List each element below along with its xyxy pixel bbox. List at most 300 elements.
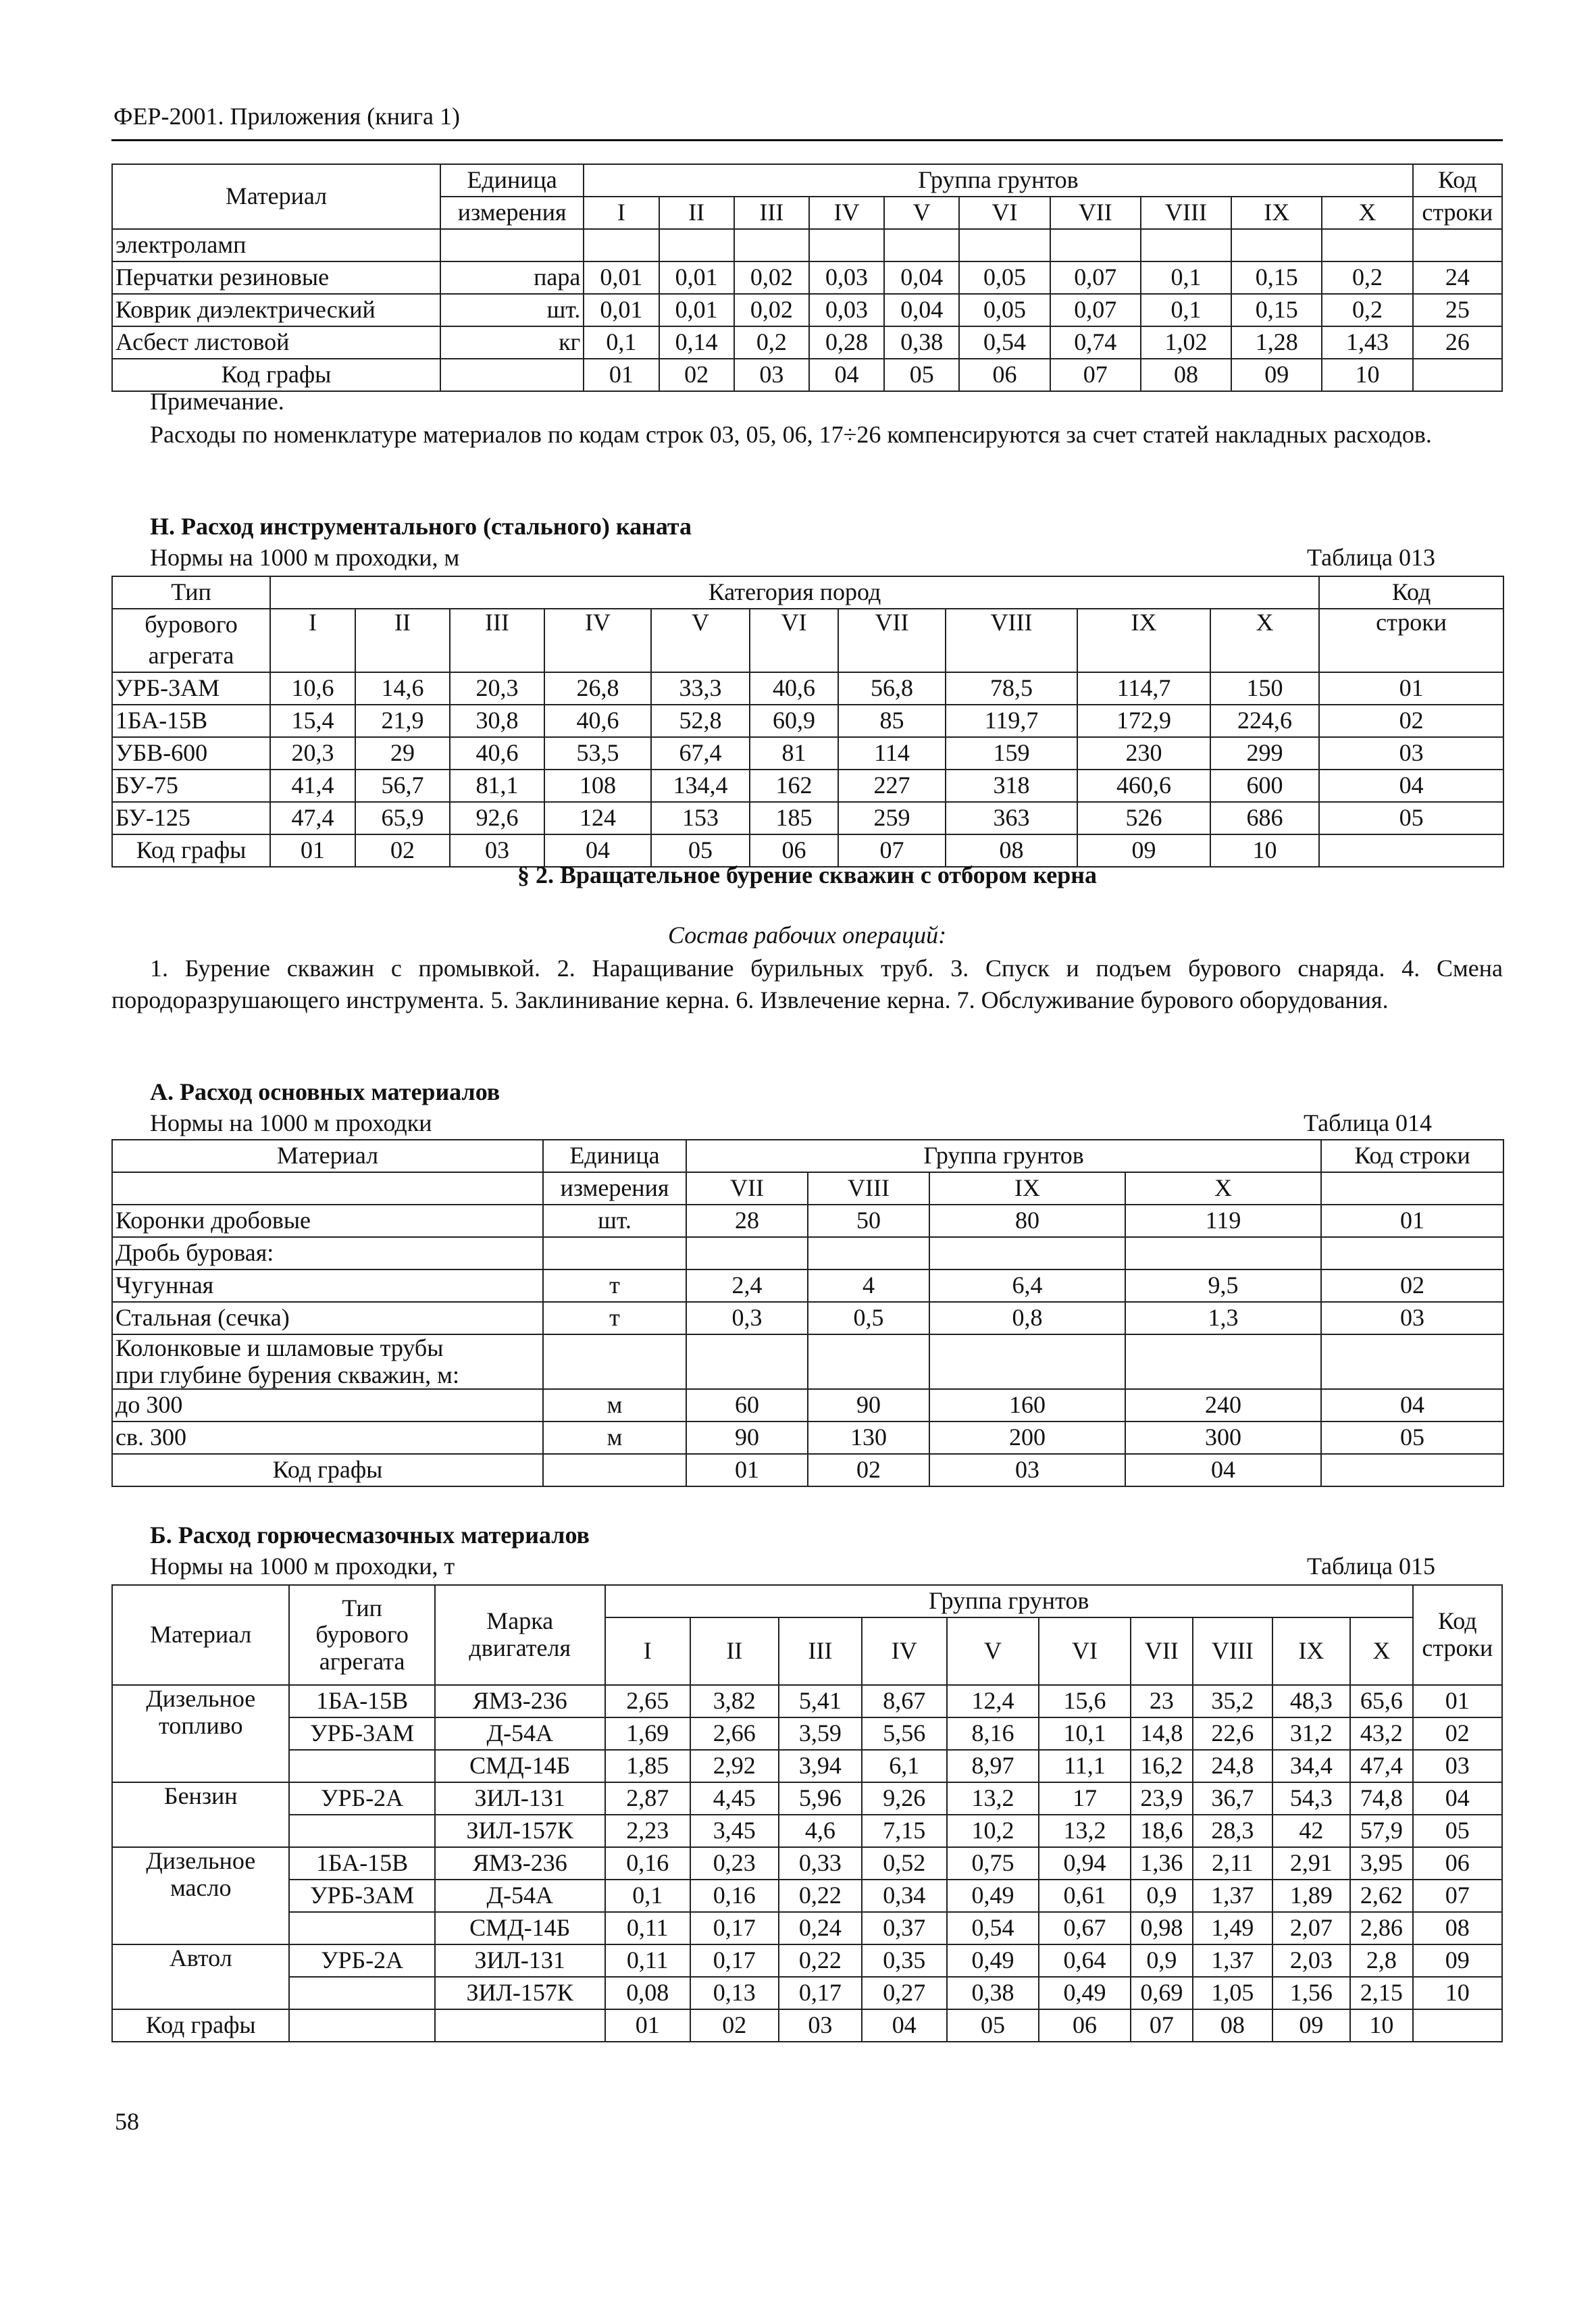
table-cell: Стальная (сечка)	[112, 1302, 543, 1334]
table-cell: Код графы	[112, 834, 270, 867]
col-header-unit-2: измерения	[440, 197, 584, 229]
cell-text-line: двигателя	[469, 1634, 571, 1661]
table-cell: 06	[1039, 2009, 1130, 2042]
table-cell: Код графы	[112, 359, 440, 391]
table-cell: 10,2	[947, 1815, 1039, 1847]
table-cell: 0,98	[1131, 1912, 1193, 1944]
table-cell: ЗИЛ-131	[435, 1944, 605, 1977]
table-cell: 50	[808, 1205, 929, 1237]
col-header-group: VIII	[808, 1172, 929, 1205]
col-header-code-1: Код	[1413, 164, 1502, 197]
table-cell: 0,5	[808, 1302, 929, 1334]
cell-text-line: Дизельное	[146, 1847, 256, 1874]
table-cell: 0,2	[1322, 261, 1412, 294]
rope-consumption-table	[111, 576, 1504, 867]
table-cell	[1125, 1237, 1321, 1269]
table-cell: 02	[808, 1454, 929, 1486]
col-header-type-2: бурового	[112, 609, 270, 640]
table-cell: 01	[1319, 672, 1503, 705]
col-header-group: III	[779, 1617, 862, 1685]
table-cell: 363	[946, 802, 1077, 834]
table-cell: 90	[808, 1389, 929, 1422]
table-cell: 0,22	[779, 1880, 862, 1912]
table-cell: 0,35	[862, 1944, 947, 1977]
table-cell: 300	[1125, 1422, 1321, 1454]
table-cell	[929, 1237, 1125, 1269]
table-cell: 2,8	[1350, 1944, 1412, 1977]
table-cell: 153	[651, 802, 750, 834]
table-cell	[584, 229, 659, 261]
table-cell: 9,26	[862, 1782, 947, 1815]
table-cell: 227	[838, 770, 946, 802]
table-cell: 2,23	[605, 1815, 690, 1847]
table-cell: 0,13	[690, 1977, 779, 2009]
table-cell: 10	[1413, 1977, 1502, 2009]
section-a-title: А. Расход основных материалов	[150, 1078, 500, 1105]
table-cell: Коронки дробовые	[112, 1205, 543, 1237]
table-cell: 41,4	[270, 770, 355, 802]
table-cell: 20,3	[450, 672, 544, 705]
table-cell: 4,6	[779, 1815, 862, 1847]
table-cell: 43,2	[1350, 1717, 1412, 1750]
table-cell: 09	[1231, 359, 1322, 391]
table-cell: 114	[838, 737, 946, 770]
table-cell: 2,07	[1272, 1912, 1350, 1944]
table-cell: 526	[1077, 802, 1210, 834]
table-cell: 04	[1413, 1782, 1502, 1815]
table-cell: 20,3	[270, 737, 355, 770]
table-cell: 10	[1210, 834, 1319, 867]
table-cell: 6,4	[929, 1269, 1125, 1302]
cell-text-line: бурового	[315, 1621, 409, 1649]
table-cell: т	[543, 1302, 686, 1334]
table-cell: 2,86	[1350, 1912, 1412, 1944]
table-cell: 03	[1319, 737, 1503, 770]
table-cell: 52,8	[651, 705, 750, 737]
table-cell	[959, 229, 1050, 261]
table-cell	[734, 229, 809, 261]
table-cell: 1,56	[1272, 1977, 1350, 2009]
table-cell: 1,89	[1272, 1880, 1350, 1912]
table-cell: 8,67	[862, 1685, 947, 1717]
table-cell: 2,03	[1272, 1944, 1350, 1977]
table-cell: 01	[270, 834, 355, 867]
table-cell: 07	[1050, 359, 1141, 391]
header-rule	[111, 139, 1503, 141]
table-cell: 74,8	[1350, 1782, 1412, 1815]
table-cell: 0,1	[1141, 294, 1231, 326]
table-cell: 56,7	[355, 770, 450, 802]
table-cell: УРБ-3АМ	[289, 1880, 434, 1912]
table-cell: 0,54	[947, 1912, 1039, 1944]
table-row	[112, 1237, 1503, 1269]
table-cell: 09	[1413, 1944, 1502, 1977]
table-cell: 11,1	[1039, 1750, 1130, 1782]
table-cell: 03	[734, 359, 809, 391]
col-header-type-3: агрегата	[112, 640, 270, 672]
table-cell: 0,3	[686, 1302, 808, 1334]
table-row	[112, 1422, 1503, 1454]
table-cell: 85	[838, 705, 946, 737]
table-cell: 0,04	[884, 294, 959, 326]
table-cell: 01	[584, 359, 659, 391]
table-row	[112, 294, 1502, 326]
table-cell: 2,65	[605, 1685, 690, 1717]
table-cell: 1,37	[1193, 1880, 1272, 1912]
table-cell	[686, 1334, 808, 1389]
table-cell: 65,9	[355, 802, 450, 834]
table-cell: 0,1	[605, 1880, 690, 1912]
table-cell: 0,61	[1039, 1880, 1130, 1912]
table-cell: 16,2	[1131, 1750, 1193, 1782]
table-cell: 224,6	[1210, 705, 1319, 737]
table-cell: Чугунная	[112, 1269, 543, 1302]
table-cell: 30,8	[450, 705, 544, 737]
table-cell: 0,38	[884, 326, 959, 359]
table-cell	[1413, 2009, 1502, 2042]
table-cell: 05	[1321, 1422, 1503, 1454]
table-cell	[289, 1815, 434, 1847]
table-cell	[112, 1334, 543, 1389]
table-cell: БУ-75	[112, 770, 270, 802]
table-cell: 05	[947, 2009, 1039, 2042]
table-cell	[808, 1334, 929, 1389]
table-row	[112, 1912, 1502, 1944]
table-cell: 01	[1413, 1685, 1502, 1717]
table-cell	[1231, 229, 1322, 261]
table-cell: 240	[1125, 1389, 1321, 1422]
table-cell: 0,16	[605, 1847, 690, 1880]
table-cell: 15,6	[1039, 1685, 1130, 1717]
table-cell: св. 300	[112, 1422, 543, 1454]
col-header-type	[289, 1585, 434, 1685]
table-cell: УРБ-3АМ	[289, 1717, 434, 1750]
table-cell: 05	[1319, 802, 1503, 834]
table-row	[112, 261, 1502, 294]
cell-text-line: Код	[1438, 1607, 1477, 1635]
table-footer-row	[112, 2009, 1502, 2042]
cell-text-line: строки	[1422, 1634, 1493, 1661]
table-cell	[435, 2009, 605, 2042]
table-cell: 0,49	[947, 1880, 1039, 1912]
table-cell: 17	[1039, 1782, 1130, 1815]
table-cell: 1,05	[1193, 1977, 1272, 2009]
section-h-norm: Нормы на 1000 м проходки, м	[150, 544, 460, 571]
section-h-title: Н. Расход инструментального (стального) каната	[150, 513, 692, 540]
table-cell: 0,64	[1039, 1944, 1130, 1977]
material-cell	[112, 1847, 289, 1944]
table-cell: 5,56	[862, 1717, 947, 1750]
table-cell: 2,91	[1272, 1847, 1350, 1880]
table-cell: 53,5	[544, 737, 651, 770]
section-b-title: Б. Расход горючесмазочных материалов	[150, 1521, 590, 1549]
col-header-group: V	[884, 197, 959, 229]
table-cell: 0,08	[605, 1977, 690, 2009]
col-header-code-1: Код	[1319, 576, 1503, 609]
table-cell: 119	[1125, 1205, 1321, 1237]
table-cell: 81,1	[450, 770, 544, 802]
page-number: 58	[115, 2108, 139, 2135]
table-cell	[1322, 229, 1412, 261]
table-cell: 0,15	[1231, 294, 1322, 326]
table-cell: 08	[1193, 2009, 1272, 2042]
section-2-title: § 2. Вращательное бурение скважин с отбором керна	[517, 861, 1098, 888]
table-cell: 02	[659, 359, 734, 391]
table-cell: Перчатки резиновые	[112, 261, 440, 294]
table-cell: 09	[1077, 834, 1210, 867]
table-row	[112, 1717, 1502, 1750]
table-cell: 7,15	[862, 1815, 947, 1847]
table-cell: 0,17	[779, 1977, 862, 2009]
table-cell: 47,4	[1350, 1750, 1412, 1782]
col-header-category: IV	[544, 609, 651, 672]
col-header-group: I	[605, 1617, 690, 1685]
row-continuation-label: электроламп	[112, 229, 440, 261]
table-cell: 1,3	[1125, 1302, 1321, 1334]
table-cell: 0,34	[862, 1880, 947, 1912]
table-cell: 686	[1210, 802, 1319, 834]
table-cell: 08	[946, 834, 1077, 867]
table-cell	[929, 1334, 1125, 1389]
table-cell: т	[543, 1269, 686, 1302]
table-cell: УБВ-600	[112, 737, 270, 770]
table-cell: 28,3	[1193, 1815, 1272, 1847]
table-cell: 60	[686, 1389, 808, 1422]
note-text: Расходы по номенклатуре материалов по кодам строк 03, 05, 06, 17÷26 компенсируются за счет статей накладных расходов.	[150, 421, 1432, 448]
table-cell	[543, 1237, 686, 1269]
table-cell: 06	[959, 359, 1050, 391]
table-cell: 114,7	[1077, 672, 1210, 705]
table-cell: 05	[1413, 1815, 1502, 1847]
table-cell: 2,66	[690, 1717, 779, 1750]
table-cell: 25	[1413, 294, 1502, 326]
table-cell: 0,04	[884, 261, 959, 294]
table-footer-row	[112, 359, 1502, 391]
table-cell: 134,4	[651, 770, 750, 802]
section-a-norm: Нормы на 1000 м проходки	[150, 1109, 432, 1136]
col-header-category: X	[1210, 609, 1319, 672]
table-cell: 02	[355, 834, 450, 867]
col-header-group: VII	[686, 1172, 808, 1205]
table-cell	[686, 1237, 808, 1269]
table-cell: 90	[686, 1422, 808, 1454]
table-cell	[543, 1454, 686, 1486]
col-header-group: IX	[1231, 197, 1322, 229]
col-header-rock-category: Категория пород	[270, 576, 1319, 609]
col-header-soil-group: Группа грунтов	[584, 164, 1412, 197]
table-cell: 119,7	[946, 705, 1077, 737]
table-cell: 200	[929, 1422, 1125, 1454]
col-header-group: VIII	[1141, 197, 1231, 229]
table-cell: 1БА-15В	[112, 705, 270, 737]
table-cell: 23	[1131, 1685, 1193, 1717]
table-cell: 02	[1413, 1717, 1502, 1750]
table-cell: 02	[690, 2009, 779, 2042]
table-cell: 124	[544, 802, 651, 834]
table-cell: 10	[1350, 2009, 1412, 2042]
table-cell: 40,6	[544, 705, 651, 737]
table-cell: 34,4	[1272, 1750, 1350, 1782]
table-cell: 0,01	[659, 261, 734, 294]
table-cell: 48,3	[1272, 1685, 1350, 1717]
table-cell: 35,2	[1193, 1685, 1272, 1717]
table-row	[112, 1750, 1502, 1782]
table-cell: 1,43	[1322, 326, 1412, 359]
col-header-material: Материал	[112, 1585, 289, 1685]
cell-text-line: Колонковые и шламовые трубы	[115, 1334, 444, 1361]
col-header-group: IV	[862, 1617, 947, 1685]
table-cell: 04	[1321, 1389, 1503, 1422]
table-cell: 47,4	[270, 802, 355, 834]
col-header-group: X	[1125, 1172, 1321, 1205]
table-cell: Код графы	[112, 2009, 289, 2042]
table-cell: до 300	[112, 1389, 543, 1422]
table-cell: 26	[1413, 326, 1502, 359]
table-cell: 0,07	[1050, 294, 1141, 326]
table-cell: 04	[544, 834, 651, 867]
table-cell: 13,2	[947, 1782, 1039, 1815]
table-cell	[1413, 359, 1502, 391]
table-row	[112, 770, 1503, 802]
table-cell: 03	[929, 1454, 1125, 1486]
table-cell: 0,02	[734, 294, 809, 326]
col-header-soil-group: Группа грунтов	[605, 1585, 1413, 1617]
table-row	[112, 1685, 1502, 1717]
table-cell: 80	[929, 1205, 1125, 1237]
col-header-group: II	[690, 1617, 779, 1685]
table-cell	[1125, 1334, 1321, 1389]
col-header-unit-1: Единица	[440, 164, 584, 197]
table-cell: 0,16	[690, 1880, 779, 1912]
table-cell: 0,22	[779, 1944, 862, 1977]
col-header-unit-2: измерения	[543, 1172, 686, 1205]
running-header: ФЕР-2001. Приложения (книга 1)	[113, 103, 460, 130]
table-cell: 5,41	[779, 1685, 862, 1717]
table-row	[112, 1977, 1502, 2009]
col-header-group: VII	[1050, 197, 1141, 229]
table-cell: 0,9	[1131, 1880, 1193, 1912]
table-cell: ЗИЛ-157К	[435, 1977, 605, 2009]
table-cell: 108	[544, 770, 651, 802]
table-cell: 07	[1413, 1880, 1502, 1912]
table-row	[112, 1944, 1502, 1977]
col-header-group: II	[659, 197, 734, 229]
table-cell: 18,6	[1131, 1815, 1193, 1847]
table-cell: 8,97	[947, 1750, 1039, 1782]
table-cell: 04	[809, 359, 884, 391]
operations-title: Состав рабочих операций:	[667, 922, 947, 949]
table-cell: 162	[750, 770, 838, 802]
table-cell: 0,37	[862, 1912, 947, 1944]
table-cell: 185	[750, 802, 838, 834]
table-cell: 40,6	[450, 737, 544, 770]
table-cell: ЯМЗ-236	[435, 1685, 605, 1717]
table-cell: 0,67	[1039, 1912, 1130, 1944]
table-cell	[1413, 229, 1502, 261]
table-cell: 130	[808, 1422, 929, 1454]
table-cell: 10	[1322, 359, 1412, 391]
table-row	[112, 1302, 1503, 1334]
table-cell: 29	[355, 737, 450, 770]
col-header-category: I	[270, 609, 355, 672]
table-cell: ЗИЛ-157К	[435, 1815, 605, 1847]
table-cell: 10,6	[270, 672, 355, 705]
table-cell: 03	[1413, 1750, 1502, 1782]
main-materials-table	[111, 1139, 1504, 1487]
col-header-soil-group: Группа грунтов	[686, 1140, 1321, 1172]
table-cell: 24,8	[1193, 1750, 1272, 1782]
table-cell	[659, 229, 734, 261]
table-cell: 14,6	[355, 672, 450, 705]
table-cell: 81	[750, 737, 838, 770]
table-cell: 0,01	[584, 261, 659, 294]
table-row	[112, 1880, 1502, 1912]
table-cell: 150	[1210, 672, 1319, 705]
table-row	[112, 1847, 1502, 1880]
table-cell: 0,8	[929, 1302, 1125, 1334]
table-row	[112, 1782, 1502, 1815]
section-b-norm: Нормы на 1000 м проходки, т	[150, 1553, 455, 1580]
table-cell: 42	[1272, 1815, 1350, 1847]
table-cell: 0,75	[947, 1847, 1039, 1880]
cell-text-line: при глубине бурения скважин, м:	[115, 1361, 459, 1388]
table-row	[112, 1269, 1503, 1302]
cell-text-line: масло	[170, 1873, 232, 1901]
cell-text-line: Дизельное	[146, 1685, 256, 1712]
table-cell: 03	[450, 834, 544, 867]
table-cell: 1,49	[1193, 1912, 1272, 1944]
table-cell: 12,4	[947, 1685, 1039, 1717]
fuel-lubricants-table	[111, 1584, 1503, 2042]
table-row	[112, 802, 1503, 834]
col-header-group: I	[584, 197, 659, 229]
table-cell: 01	[686, 1454, 808, 1486]
table-cell: 160	[929, 1389, 1125, 1422]
table-cell	[1321, 1237, 1503, 1269]
table-cell: 0,2	[734, 326, 809, 359]
table-cell: СМД-14Б	[435, 1912, 605, 1944]
table-cell: 259	[838, 802, 946, 834]
table-cell: 0,07	[1050, 261, 1141, 294]
table-cell: 56,8	[838, 672, 946, 705]
table-cell: 3,94	[779, 1750, 862, 1782]
table-cell: 65,6	[1350, 1685, 1412, 1717]
table-cell: 4,45	[690, 1782, 779, 1815]
table-cell: 230	[1077, 737, 1210, 770]
table-cell: 57,9	[1350, 1815, 1412, 1847]
table-cell: 1,36	[1131, 1847, 1193, 1880]
table-cell: 03	[1321, 1302, 1503, 1334]
table-cell: 3,95	[1350, 1847, 1412, 1880]
table-cell: 0,74	[1050, 326, 1141, 359]
table-cell	[440, 359, 584, 391]
table-row	[112, 1389, 1503, 1422]
table-cell: 08	[1141, 359, 1231, 391]
table-cell: пара	[440, 261, 584, 294]
col-header-group: VI	[1039, 1617, 1130, 1685]
table-cell: 67,4	[651, 737, 750, 770]
col-header-group: V	[947, 1617, 1039, 1685]
table-cell: 0,14	[659, 326, 734, 359]
table-cell: кг	[440, 326, 584, 359]
col-header-type-1: Тип	[112, 576, 270, 609]
table-cell: 01	[605, 2009, 690, 2042]
table-cell: 0,49	[947, 1944, 1039, 1977]
table-cell	[1321, 1334, 1503, 1389]
col-header-code	[1413, 1585, 1502, 1685]
col-header-group: VIII	[1193, 1617, 1272, 1685]
table-cell: 3,45	[690, 1815, 779, 1847]
